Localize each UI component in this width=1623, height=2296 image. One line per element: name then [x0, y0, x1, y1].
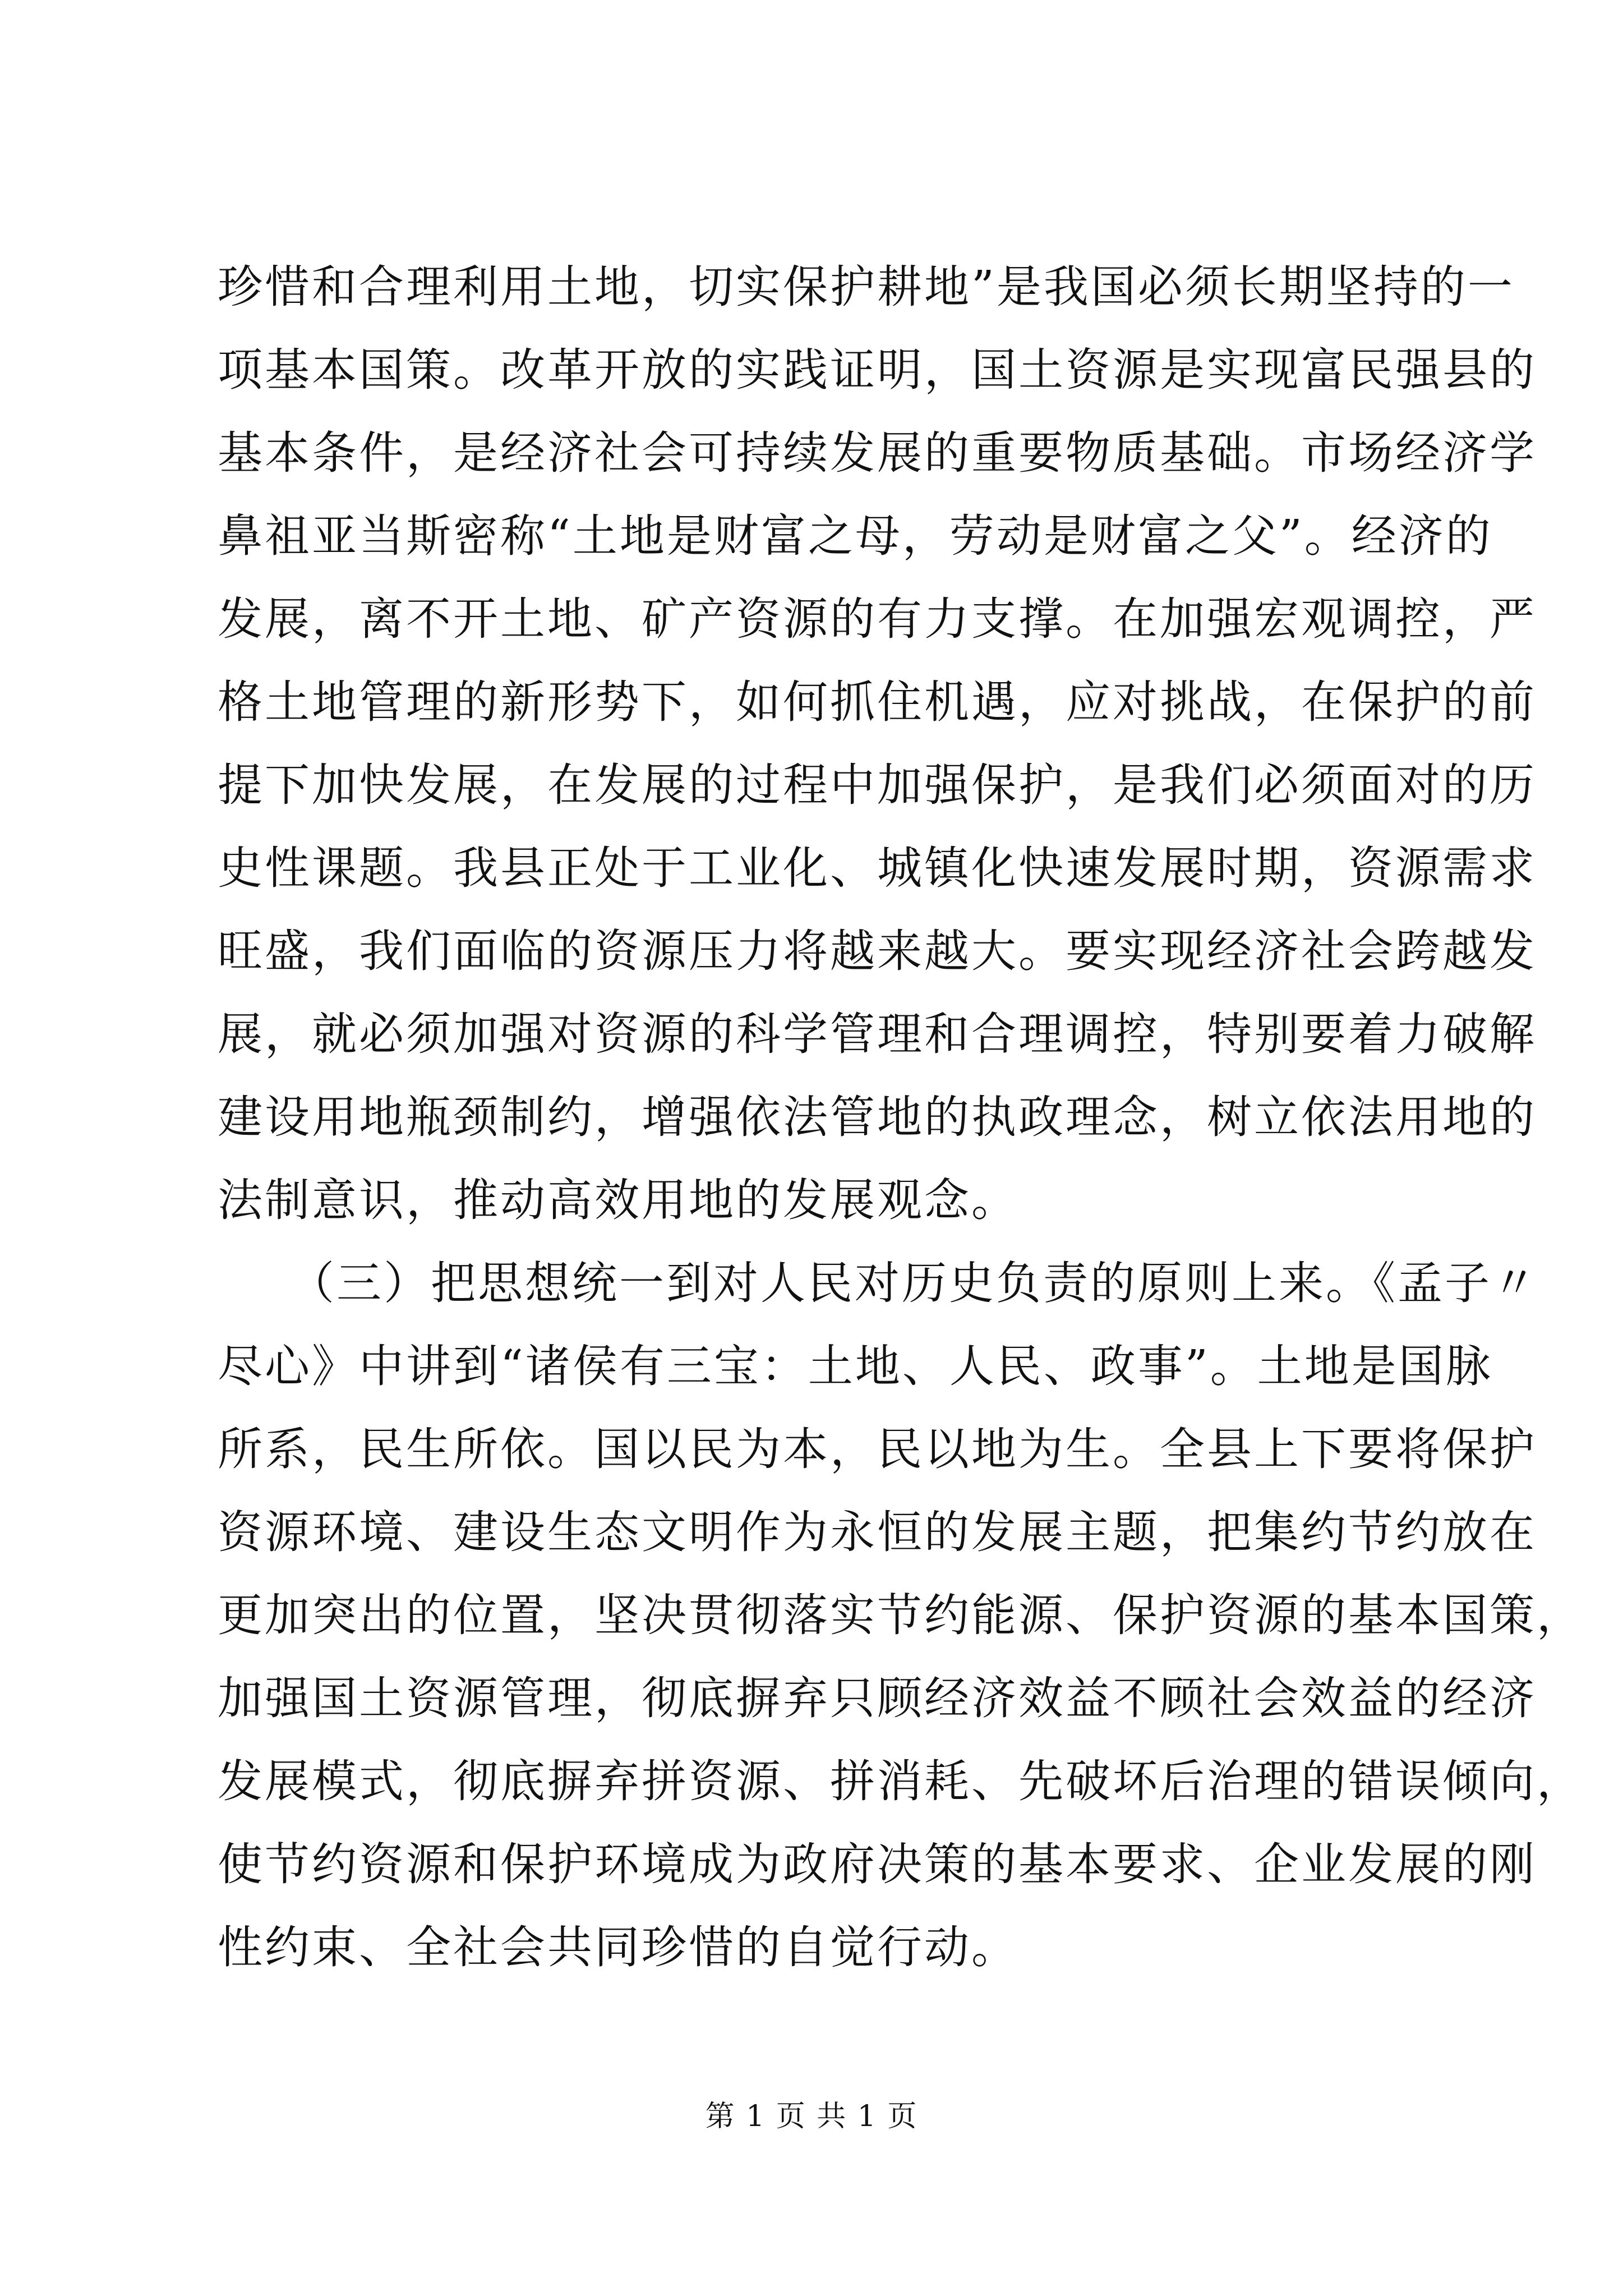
page-footer: 第 1 页 共 1 页	[705, 2100, 918, 2133]
text-line-2: 项基本国策。改革开放的实践证明，国土资源是实现富民强县的	[218, 344, 1537, 396]
text-line-13: （三）把思想统一到对人民对历史负责的原则上来。《孟子〃	[218, 1257, 1539, 1309]
text-line-16: 资源环境、建设生态文明作为永恒的发展主题，把集约节约放在	[218, 1506, 1537, 1558]
text-line-14: 尽心》中讲到“诸侯有三宝：土地、人民、政事”。土地是国脉	[218, 1340, 1493, 1392]
text-line-3: 基本条件，是经济社会可持续发展的重要物质基础。市场经济学	[218, 427, 1537, 479]
text-line-1: 珍惜和合理利用土地，切实保护耕地”是我国必须长期坚持的一	[218, 261, 1515, 313]
text-line-10: 展，就必须加强对资源的科学管理和合理调控，特别要着力破解	[218, 1008, 1537, 1060]
text-line-21: 性约束、全社会共同珍惜的自觉行动。	[218, 1921, 1018, 1973]
text-line-11: 建设用地瓶颈制约，增强依法管地的执政理念，树立依法用地的	[218, 1091, 1537, 1143]
text-line-9: 旺盛，我们面临的资源压力将越来越大。要实现经济社会跨越发	[218, 925, 1537, 977]
text-line-4: 鼻祖亚当斯密称“土地是财富之母，劳动是财富之父”。经济的	[218, 510, 1493, 562]
text-line-12: 法制意识，推动高效用地的发展观念。	[218, 1174, 1018, 1226]
document-body	[218, 246, 1584, 1989]
text-line-15: 所系，民生所依。国以民为本，民以地为生。全县上下要将保护	[218, 1423, 1537, 1475]
text-line-5: 发展，离不开土地、矿产资源的有力支撑。在加强宏观调控，严	[218, 593, 1537, 645]
text-line-19: 发展模式，彻底摒弃拼资源、拼消耗、先破坏后治理的错误倾向，	[218, 1755, 1584, 1807]
text-line-20: 使节约资源和保护环境成为政府决策的基本要求、企业发展的刚	[218, 1838, 1537, 1890]
text-line-7: 提下加快发展，在发展的过程中加强保护，是我们必须面对的历	[218, 759, 1537, 811]
text-line-8: 史性课题。我县正处于工业化、城镇化快速发展时期，资源需求	[218, 842, 1537, 894]
text-line-18: 加强国土资源管理，彻底摒弃只顾经济效益不顾社会效益的经济	[218, 1672, 1537, 1724]
text-line-17: 更加突出的位置，坚决贯彻落实节约能源、保护资源的基本国策，	[218, 1589, 1584, 1641]
text-line-6: 格土地管理的新形势下，如何抓住机遇，应对挑战，在保护的前	[218, 676, 1537, 728]
